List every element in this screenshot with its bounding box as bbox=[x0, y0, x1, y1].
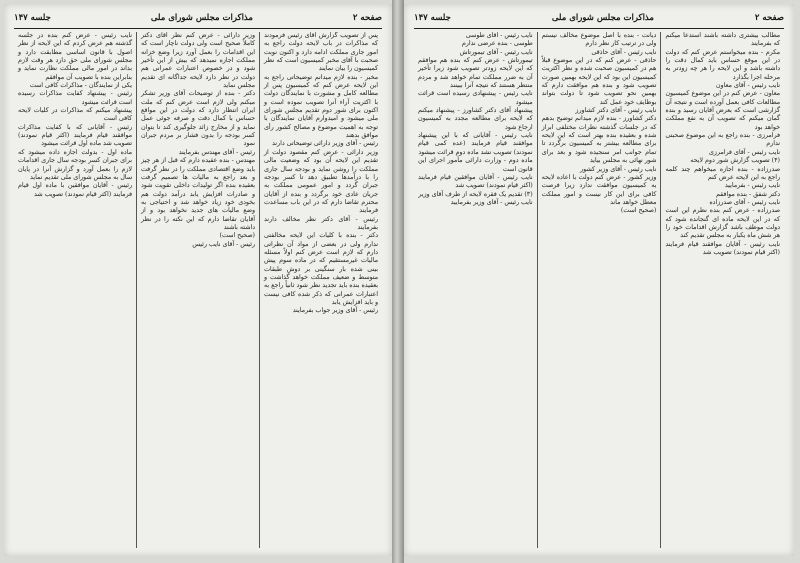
header-rule bbox=[414, 28, 784, 29]
paragraph: رئیس - آقای وزیر جواب بفرمایند bbox=[292, 307, 378, 315]
paragraph: وزیر دارائی - عرض کنم مقصود دولت از تقدیم این لایحه آن بود که وضعیت مالی مملکت را روشن نماید و بودجه سال جاری را با درآمدها تطبیق دهد تا کسر بودجه جبران گردد و امور عمومی مملکت به جریان عادی خود برگردد و بنده از آقایان محترم تقاضا دارم که در این باب مساعدت فرمایند bbox=[264, 148, 378, 215]
page-title: مذاکرات مجلس شورای ملی bbox=[551, 13, 654, 23]
paragraph: نایب رئیس - آقای حاذقی bbox=[591, 48, 657, 56]
paragraph: رئیس - آقایان موافقین با ماده اول قیام فرمایند (اکثر قیام نمودند) تصویب شد bbox=[18, 182, 132, 198]
paragraph: معاون - عرض کنم در این موضوع کمیسیون مطالعات کافی بعمل آورده است و نتیجه آن گزارشی است که بعرض آقایان رسید و بنده گمان میکنم که تصویب آن به نفع مملکت خواهد بود bbox=[665, 90, 780, 131]
paragraph: نایب رئیس - آقایان موافقند قیام فرمایند (اکثر قیام نمودند) تصویب شد bbox=[665, 240, 780, 256]
paragraph: نایب رئیس - پیشنهادی رسیده است قرائت میشود bbox=[417, 90, 533, 106]
column bbox=[661, 32, 784, 548]
page-header bbox=[414, 10, 784, 26]
paragraph: دکتر - بنده از توضیحات آقای وزیر تشکر میکنم ولی لازم است عرض کنم که ملت ایران انتظار دارد که دولت در این مواقع حساس با کمال دقت و صرفه جوئی عمل نماید و از مخارج زائد جلوگیری کند تا بتوان کسر بودجه را بدون فشار بر مردم جبران نمود bbox=[141, 90, 255, 148]
paragraph: رئیس - آقای نایب رئیس bbox=[192, 240, 255, 248]
paragraph: نایب رئیس - آقای وزیر بفرمایید bbox=[450, 198, 533, 206]
page-number: صفحه ۲ bbox=[754, 13, 784, 23]
paragraph: وزیر دارائی - عرض کنم نظر آقای دکتر کاملاً صحیح است ولی دولت ناچار است که این اقدامات را بعمل آورد زیرا وضع خزانه مملکت اجازه نمیدهد که بیش از این تأخیر شود و در خصوص اعتبارات عمرانی هم دولت در نظر دارد لایحه جداگانه ای تقدیم مجلس نماید bbox=[141, 32, 255, 90]
paragraph: نایب رئیس - آقای صدرزاده bbox=[709, 198, 780, 206]
column bbox=[14, 32, 137, 548]
paragraph: صدرزاده - عرض کنم بنده نظرم این است که در این لایحه ماده ای گنجانده شود که دولت موظف باشد گزارش اقدامات خود را هر شش ماه یکبار به مجلس تقدیم کند bbox=[665, 207, 780, 240]
paragraph: مکرم - بنده میخواستم عرض کنم که دولت در این موقع حساس باید کمال دقت را داشته باشد و این لایحه را هر چه زودتر به مرحله اجرا بگذارد bbox=[665, 48, 780, 81]
paragraph: دیانت - بنده با اصل موضوع مخالف نیستم ولی در ترتیب کار نظر دارم bbox=[541, 32, 657, 48]
paragraph: نایب رئیس - آقای وزیر کشور bbox=[580, 165, 657, 173]
right-page bbox=[404, 4, 794, 556]
paragraph: رئیس - آقایانی که با کفایت مذاکرات موافقند قیام فرمایند (اکثر قیام نمودند) تصویب شد ماده اول قرائت میشود bbox=[18, 123, 132, 148]
paragraph: نایب رئیس - آقای معاون bbox=[715, 82, 780, 90]
paragraph: وزیر کشور - عرض کنم دولت با اعاده لایحه به کمیسیون موافقت ندارد زیرا فرصت کافی برای این کار نیست و امور مملکت معطل خواهد ماند bbox=[541, 173, 657, 206]
page-number: صفحه ۲ bbox=[352, 13, 382, 23]
paragraph: طوسی - بنده عرضی ندارم bbox=[461, 40, 533, 48]
paragraph: نایب رئیس - آقایان موافقین قیام فرمایند (اکثر قیام نمودند) تصویب شد bbox=[417, 173, 533, 190]
paragraph: دکتر - بنده با کلیات این لایحه مخالفتی ندارم ولی در بعضی از مواد آن نظراتی دارم که لازم است عرض کنم اولاً مسئله مالیات غیرمستقیم که در ماده سوم پیش بینی شده بار سنگینی بر دوش طبقات متوسط و ضعیف مملکت خواهد گذاشت و بعقیده بنده باید تجدید نظر شود ثانیاً راجع به اعتبارات عمرانی که ذکر شده کافی نیست و باید افزایش یابد bbox=[264, 232, 378, 306]
column bbox=[260, 32, 382, 548]
paragraph: صدرزاده - بنده اجازه میخواهم چند کلمه راجع به این لایحه عرض کنم bbox=[665, 165, 780, 181]
paragraph: مخبر - بنده لازم میدانم توضیحاتی راجع به این لایحه عرض کنم که کمیسیون پس از مطالعه کامل و مشورت با نمایندگان دولت با اکثریت آراء آنرا تصویب نموده است و اکنون برای شور دوم تقدیم مجلس شورای ملی میشود و امیدوارم آقایان نمایندگان با توجه به اهمیت موضوع و مصالح کشور رأی موافق بدهند bbox=[264, 73, 378, 140]
text-columns bbox=[414, 32, 784, 548]
paragraph: رئیس - پیشنهاد کفایت مذاکرات رسیده است قرائت میشود bbox=[18, 90, 132, 106]
paragraph: نایب رئیس - عرض کنم بنده در جلسه گذشته هم عرض کردم که این لایحه از نظر اصول با قانون اساسی مطابقت دارد و مجلس شورای ملی حق دارد هر وقت لازم بداند در امور مالی مملکت نظارت نماید و بنابراین بنده با تصویب آن موافقم bbox=[18, 32, 132, 81]
paragraph: یکی از نمایندگان - مذاکرات کافی است bbox=[29, 82, 132, 90]
left-page bbox=[4, 4, 392, 556]
column bbox=[414, 32, 538, 548]
paragraph: (صحیح است) bbox=[219, 232, 255, 240]
paragraph: نایب رئیس - آقای تیمورتاش bbox=[459, 48, 533, 56]
paragraph: رئیس - آقای دکتر نظر مخالف دارند بفرمایند bbox=[264, 215, 378, 231]
paragraph: رئیس - آقای وزیر دارائی توضیحاتی دارند bbox=[271, 140, 378, 148]
paragraph: پیشنهاد آقای دکتر کشاورز - پیشنهاد میکنم که لایحه برای مطالعه مجدد به کمیسیون ارجاع شود bbox=[417, 107, 533, 131]
paragraph: مطالب بیشتری داشته باشند استدعا میکنم که بفرمایند bbox=[665, 32, 780, 48]
paragraph: ماده دوم - وزارت دارائی مأمور اجرای این قانون است bbox=[417, 157, 533, 173]
paragraph: ماده اول - بدولت اجازه داده میشود که برای جبران کسر بودجه سال جاری اقدامات لازم را بعمل آورد و گزارش آنرا در پایان سال به مجلس شورای ملی تقدیم نماید bbox=[18, 148, 132, 181]
paragraph: تیمورتاش - عرض کنم که بنده هم موافقم که این لایحه زودتر تصویب شود زیرا تأخیر آن به ضرر مملکت تمام خواهد شد و مردم منتظر هستند که نتیجه آنرا ببینند bbox=[417, 57, 533, 90]
session-label: جلسه ۱۴۷ bbox=[414, 13, 451, 23]
column bbox=[538, 32, 662, 548]
paragraph: نایب رئیس - بفرمایید bbox=[724, 182, 780, 190]
paragraph: پیشنهاد میکنم که مذاکرات در کلیات لایحه کافی است bbox=[18, 107, 132, 123]
paragraph: دکتر کشاورز - بنده لازم میدانم توضیح بدهم که در جلسات گذشته نظرات مختلفی ابراز شده و بعقیده بنده بهتر است که این لایحه برای مطالعه بیشتر به کمیسیون برگردد تا تمام جوانب امر سنجیده شود و بعد برای شور نهائی به مجلس بیاید bbox=[541, 115, 657, 165]
header-rule bbox=[14, 28, 382, 29]
page-header bbox=[14, 10, 382, 26]
book-gutter bbox=[392, 0, 404, 563]
paragraph: (۳) تقدیم یک فقره لایحه از طرف آقای وزیر bbox=[418, 190, 533, 198]
paragraph: مهندس - بنده عقیده دارم که قبل از هر چیز باید وضع اقتصادی مملکت را در نظر گرفت و بعد راجع به مالیات ها تصمیم گرفت بعقیده بنده اگر تولیدات داخلی تقویت شود و صادرات افزایش یابد درآمد دولت هم بخودی خود زیاد خواهد شد و احتیاجی به وضع مالیات های جدید نخواهد بود و از آقایان تقاضا دارم که این نکته را در نظر داشته باشند bbox=[141, 157, 255, 231]
session-label: جلسه ۱۴۷ bbox=[14, 13, 51, 23]
text-columns bbox=[14, 32, 382, 548]
paragraph: حاذقی - عرض کنم که در این موضوع قبلاً هم در کمیسیون صحبت شده و نظر اکثریت کمیسیون این بود که این لایحه بهمین صورت تصویب شود و بنده هم موافقت دارم که بهمین نحو تصویب شود تا دولت بتواند بوظایف خود عمل کند bbox=[541, 57, 657, 106]
paragraph: نایب رئیس - آقای طوسی bbox=[465, 32, 533, 39]
paragraph: پس از تصویب گزارش آقای رئیس فرمودند که مذاکرات در باب لایحه دولت راجع به امور جاری مملکت ادامه دارد و اکنون نوبت صحبت با آقای مخبر کمیسیون است که نظر کمیسیون را بیان نمایند bbox=[264, 32, 378, 73]
paragraph: (۴) تصویب گزارش شور دوم لایحه bbox=[690, 157, 780, 165]
page-title: مذاکرات مجلس شورای ملی bbox=[150, 13, 253, 23]
paragraph: دکتر شفق - بنده موافقم bbox=[715, 190, 780, 198]
paragraph: (صحیح است) bbox=[620, 207, 657, 215]
column bbox=[137, 32, 260, 548]
paragraph: نایب رئیس - آقای فرامرزی bbox=[708, 148, 780, 156]
paragraph: نایب رئیس - آقایانی که با این پیشنهاد موافقند قیام فرمایند (عده کمی قیام نمودند) تصویب نشد ماده دوم قرائت میشود bbox=[417, 132, 533, 156]
paragraph: رئیس - آقای مهندس بفرمایند bbox=[178, 148, 255, 156]
paragraph: نایب رئیس - آقای دکتر کشاورز bbox=[575, 107, 657, 115]
paragraph: فرامرزی - بنده راجع به این موضوع صحبتی ندارم bbox=[665, 132, 780, 148]
